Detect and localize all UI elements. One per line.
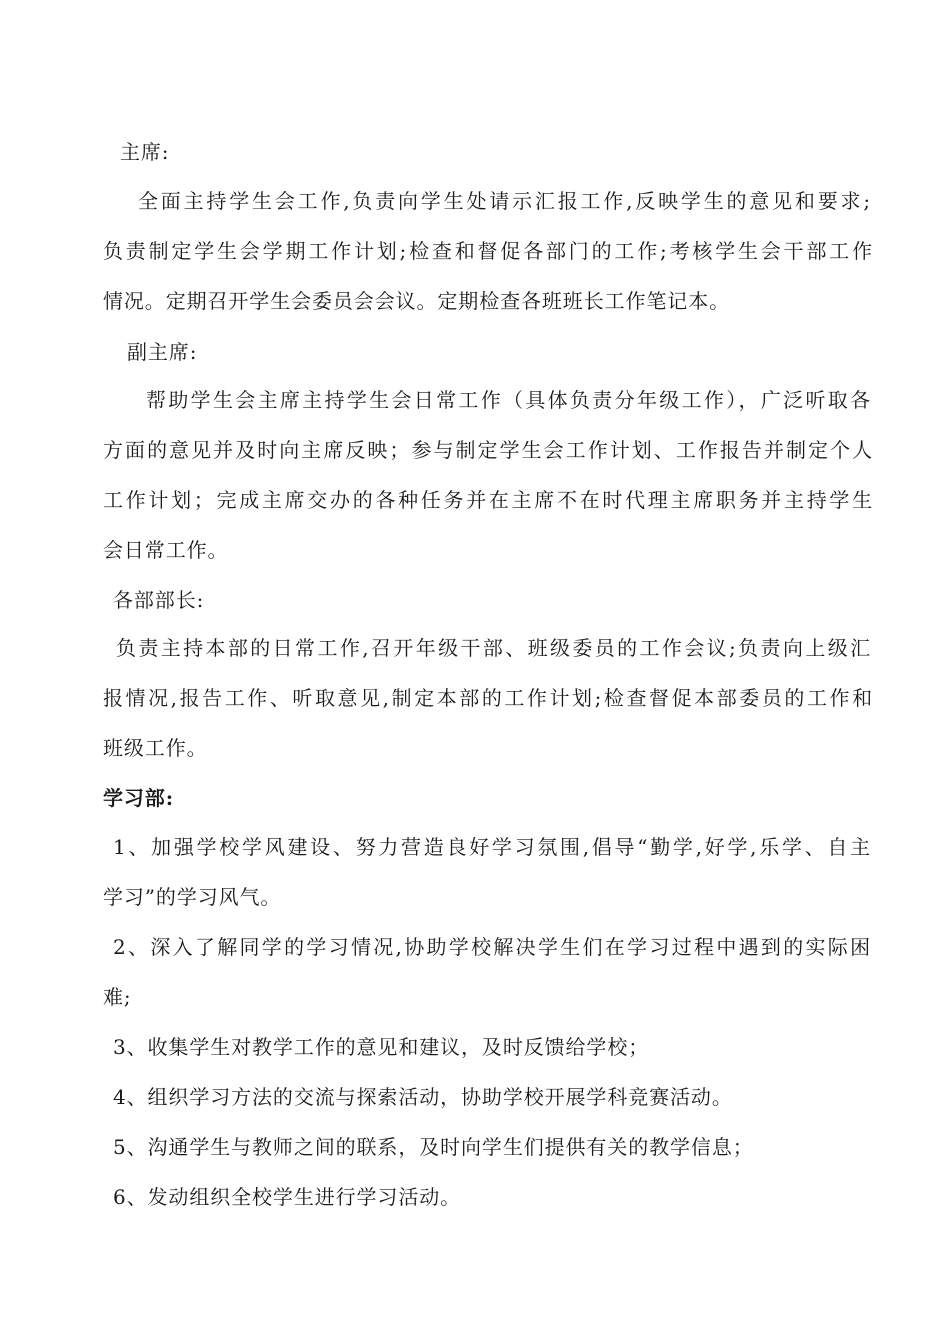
vice-chairman-line-1: 帮助学生会主席主持学生会日常工作（具体负责分年级工作），广泛听取各: [146, 388, 871, 412]
chairman-line-3: 情况。定期召开学生会委员会会议。定期检查各班班长工作笔记本。: [103, 289, 730, 313]
study-item-4: 4、组织学习方法的交流与探索活动，协助学校开展学科竞赛活动。: [113, 1085, 733, 1109]
chairman-heading: 主席:: [120, 140, 170, 164]
study-item-5: 5、沟通学生与教师之间的联系，及时向学生们提供有关的教学信息；: [113, 1135, 754, 1159]
vice-chairman-line-2: 方面的意见并及时向主席反映；参与制定学生会工作计划、工作报告并制定个人: [103, 438, 873, 462]
department-heads-heading: 各部部长:: [113, 588, 205, 612]
chairman-line-1: 全面主持学生会工作,负责向学生处请示汇报工作,反映学生的意见和要求;: [138, 189, 871, 213]
study-item-1-line-1: 1、加强学校学风建设、努力营造良好学习氛围,倡导“勤学,好学,乐学、自主: [113, 835, 871, 859]
department-heads-line-3: 班级工作。: [103, 736, 208, 760]
vice-chairman-line-4: 会日常工作。: [103, 538, 229, 562]
study-item-2-line-1: 2、深入了解同学的学习情况,协助学校解决学生们在学习过程中遇到的实际困: [113, 935, 871, 959]
department-heads-line-1: 负责主持本部的日常工作,召开年级干部、班级委员的工作会议;负责向上级汇: [116, 636, 871, 660]
vice-chairman-heading: 副主席:: [127, 340, 198, 364]
study-item-2-line-2: 难;: [103, 985, 132, 1009]
study-item-6: 6、发动组织全校学生进行学习活动。: [113, 1185, 462, 1209]
chairman-line-2: 负责制定学生会学期工作计划;检查和督促各部门的工作;考核学生会干部工作: [103, 239, 873, 263]
study-item-1-line-2: 学习”的学习风气。: [103, 885, 282, 909]
vice-chairman-line-3: 工作计划；完成主席交办的各种任务并在主席不在时代理主席职务并主持学生: [103, 488, 873, 512]
study-item-3: 3、收集学生对教学工作的意见和建议，及时反馈给学校；: [113, 1035, 650, 1059]
department-heads-line-2: 报情况,报告工作、听取意见,制定本部的工作计划;检查督促本部委员的工作和: [103, 686, 873, 710]
study-department-heading: 学习部:: [103, 786, 174, 810]
